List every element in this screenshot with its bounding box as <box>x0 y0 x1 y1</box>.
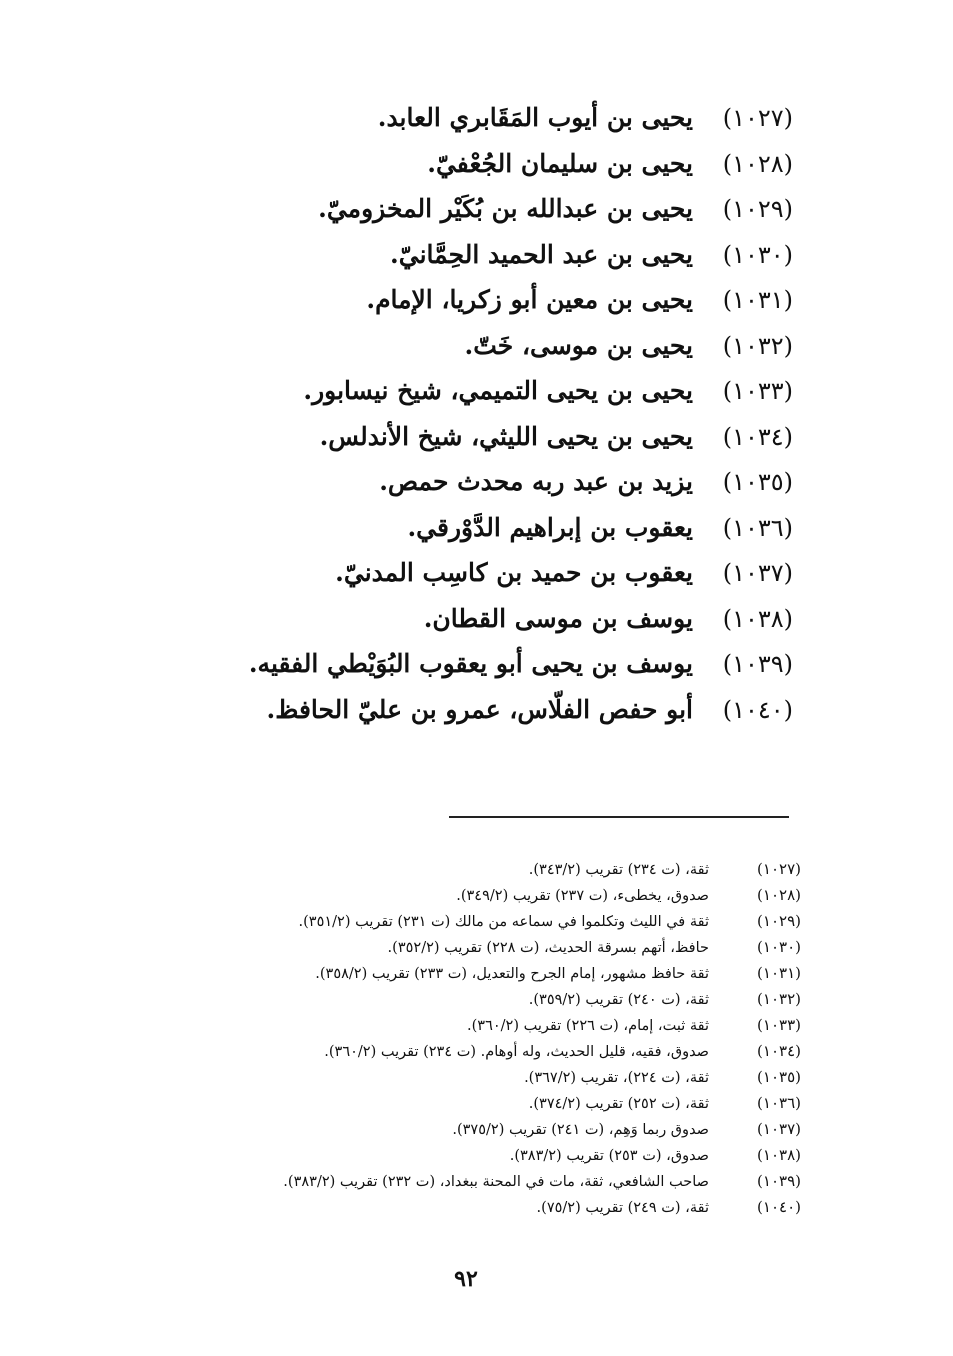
list-item <box>173 649 793 695</box>
footnote-text: صاحب الشافعي، ثقة، مات في المحنة ببغداد، (ت ٢٣٢) تقريب (٣٨٣/٢). <box>283 1174 709 1190</box>
list-item <box>173 194 793 240</box>
footnote-text: ثقة، (ت ٢٤٠) تقريب (٣٥٩/٢). <box>528 992 709 1008</box>
entry-text: يعقوب بن إبراهيم الدَّوْرقي. <box>407 512 693 542</box>
entry-text: يحيى بن أيوب المَقَابري العابد. <box>377 103 693 132</box>
footnote-number: (١٠٣٩) <box>757 1172 801 1190</box>
footnote-item <box>181 1094 801 1120</box>
footnote-text: حافظ، أتهم بسرقة الحديث، (ت ٢٢٨) تقريب (٣٥٢/٢). <box>387 940 709 956</box>
entry-number: (١٠٣٨) <box>722 604 793 633</box>
footnote-text: صدوق، (ت ٢٥٣) تقريب (٣٨٣/٢). <box>509 1148 709 1164</box>
footnote-text: ثقة، (ت ٢٤٩) تقريب (٧٥/٢). <box>536 1200 709 1216</box>
entry-text: أبو حفص الفلّاس، عمرو بن عليّ الحافظ. <box>266 694 693 724</box>
footnote-text: ثقة ثبت، إمام، (ت ٢٢٦) تقريب (٣٦٠/٢). <box>467 1018 709 1034</box>
footnote-number: (١٠٢٩) <box>757 912 801 930</box>
entry-number: (١٠٣٩) <box>722 650 793 678</box>
entry-text: يزيد بن عبد ربه محدث حمص. <box>379 467 693 496</box>
list-item <box>173 103 793 149</box>
footnote-number: (١٠٣٧) <box>757 1120 801 1138</box>
footnote-item <box>181 886 801 912</box>
biography-entries-list <box>173 103 793 740</box>
footnote-text: صدوق ربما وَهِم، (ت ٢٤١) تقريب (٣٧٥/٢). <box>452 1122 709 1138</box>
list-item <box>173 422 793 468</box>
footnote-item <box>181 1120 801 1146</box>
entry-text: يحيى بن عبدالله بن بُكَيْر المخزوميّ. <box>318 194 693 223</box>
entry-number: (١٠٢٧) <box>722 104 793 132</box>
list-item <box>173 331 793 377</box>
footnote-number: (١٠٣٦) <box>757 1094 801 1112</box>
footnote-item <box>181 990 801 1016</box>
entry-number: (١٠٢٩) <box>722 195 793 223</box>
list-item <box>173 149 793 195</box>
entry-number: (١٠٣٣) <box>722 377 793 405</box>
footnote-number: (١٠٣٤) <box>757 1042 801 1060</box>
entry-number: (١٠٣١) <box>722 286 793 314</box>
footnote-number: (١٠٣٥) <box>757 1068 801 1086</box>
list-item <box>173 285 793 331</box>
footnote-text: ثقة، (ت ٢٥٢) تقريب (٣٧٤/٢). <box>528 1096 709 1112</box>
footnote-number: (١٠٢٧) <box>757 860 801 878</box>
footnote-number: (١٠٣٠) <box>757 938 801 956</box>
footnote-item <box>181 1068 801 1094</box>
entry-number: (١٠٣٠) <box>722 240 793 269</box>
entry-number: (١٠٣٥) <box>722 468 793 496</box>
list-item <box>173 604 793 650</box>
list-item <box>173 513 793 559</box>
list-item <box>173 376 793 422</box>
list-item <box>173 240 793 286</box>
footnote-item <box>181 1016 801 1042</box>
entry-text: يحيى بن معين أبو زكريا، الإمام. <box>366 285 693 314</box>
footnote-divider <box>449 816 789 818</box>
footnote-text: صدوق، يخطىء، (ت ٢٣٧) تقريب (٣٤٩/٢). <box>456 888 709 904</box>
entry-number: (١٠٣٧) <box>722 559 793 587</box>
footnote-item <box>181 964 801 990</box>
footnote-item <box>181 938 801 964</box>
entry-text: يوسف بن موسى القطان. <box>423 603 693 633</box>
entry-text: يحيى بن يحيى الليثي، شيخ الأندلس. <box>319 421 693 451</box>
footnote-number: (١٠٤٠) <box>757 1198 801 1216</box>
list-item <box>173 558 793 604</box>
footnote-text: ثقة، (ت ٢٣٤) تقريب (٣٤٣/٢). <box>528 862 709 878</box>
footnote-text: صدوق، فقيه، قليل الحديث، وله أوهام. (ت ٢٣٤) تقريب (٣٦٠/٢). <box>324 1044 709 1060</box>
footnote-number: (١٠٣٢) <box>757 990 801 1008</box>
entry-text: يحيى بن سليمان الجُعْفيّ. <box>427 148 693 178</box>
footnote-item <box>181 860 801 886</box>
entry-text: يحيى بن يحيى التميمي، شيخ نيسابور. <box>303 376 693 405</box>
entry-text: يحيى بن عبد الحميد الحِمَّانيّ. <box>390 239 693 269</box>
entry-text: يعقوب بن حميد بن كاسِب المدنيّ. <box>335 558 693 587</box>
footnote-text: ثقة حافظ مشهور، إمام الجرح والتعديل، (ت ٢٣٣) تقريب (٣٥٨/٢). <box>315 966 709 982</box>
footnotes-list <box>181 860 801 1224</box>
entry-number: (١٠٣٢) <box>722 331 793 360</box>
list-item <box>173 467 793 513</box>
footnote-number: (١٠٢٨) <box>757 886 801 904</box>
footnote-item <box>181 1042 801 1068</box>
footnote-text: ثقة، (ت ٢٢٤)، تقريب (٣٦٧/٢). <box>524 1070 709 1086</box>
footnote-item <box>181 1172 801 1198</box>
footnote-number: (١٠٣٣) <box>757 1016 801 1034</box>
footnote-item <box>181 912 801 938</box>
entry-number: (١٠٣٤) <box>722 422 793 451</box>
entry-number: (١٠٢٨) <box>722 149 793 178</box>
footnote-text: ثقة في الليث وتكلموا في سماعه من مالك (ت ٢٣١) تقريب (٣٥١/٢). <box>298 914 709 930</box>
entry-text: يوسف بن يحيى أبو يعقوب البُوَيْطي الفقيه. <box>248 649 693 678</box>
footnote-item <box>181 1198 801 1224</box>
footnote-number: (١٠٣٨) <box>757 1146 801 1164</box>
entry-number: (١٠٣٦) <box>722 513 793 542</box>
footnote-item <box>181 1146 801 1172</box>
page-number: ٩٢ <box>454 1266 478 1292</box>
entry-number: (١٠٤٠) <box>722 695 793 724</box>
entry-text: يحيى بن موسى، خَتّ. <box>464 330 693 360</box>
footnote-number: (١٠٣١) <box>757 964 801 982</box>
list-item <box>173 695 793 741</box>
